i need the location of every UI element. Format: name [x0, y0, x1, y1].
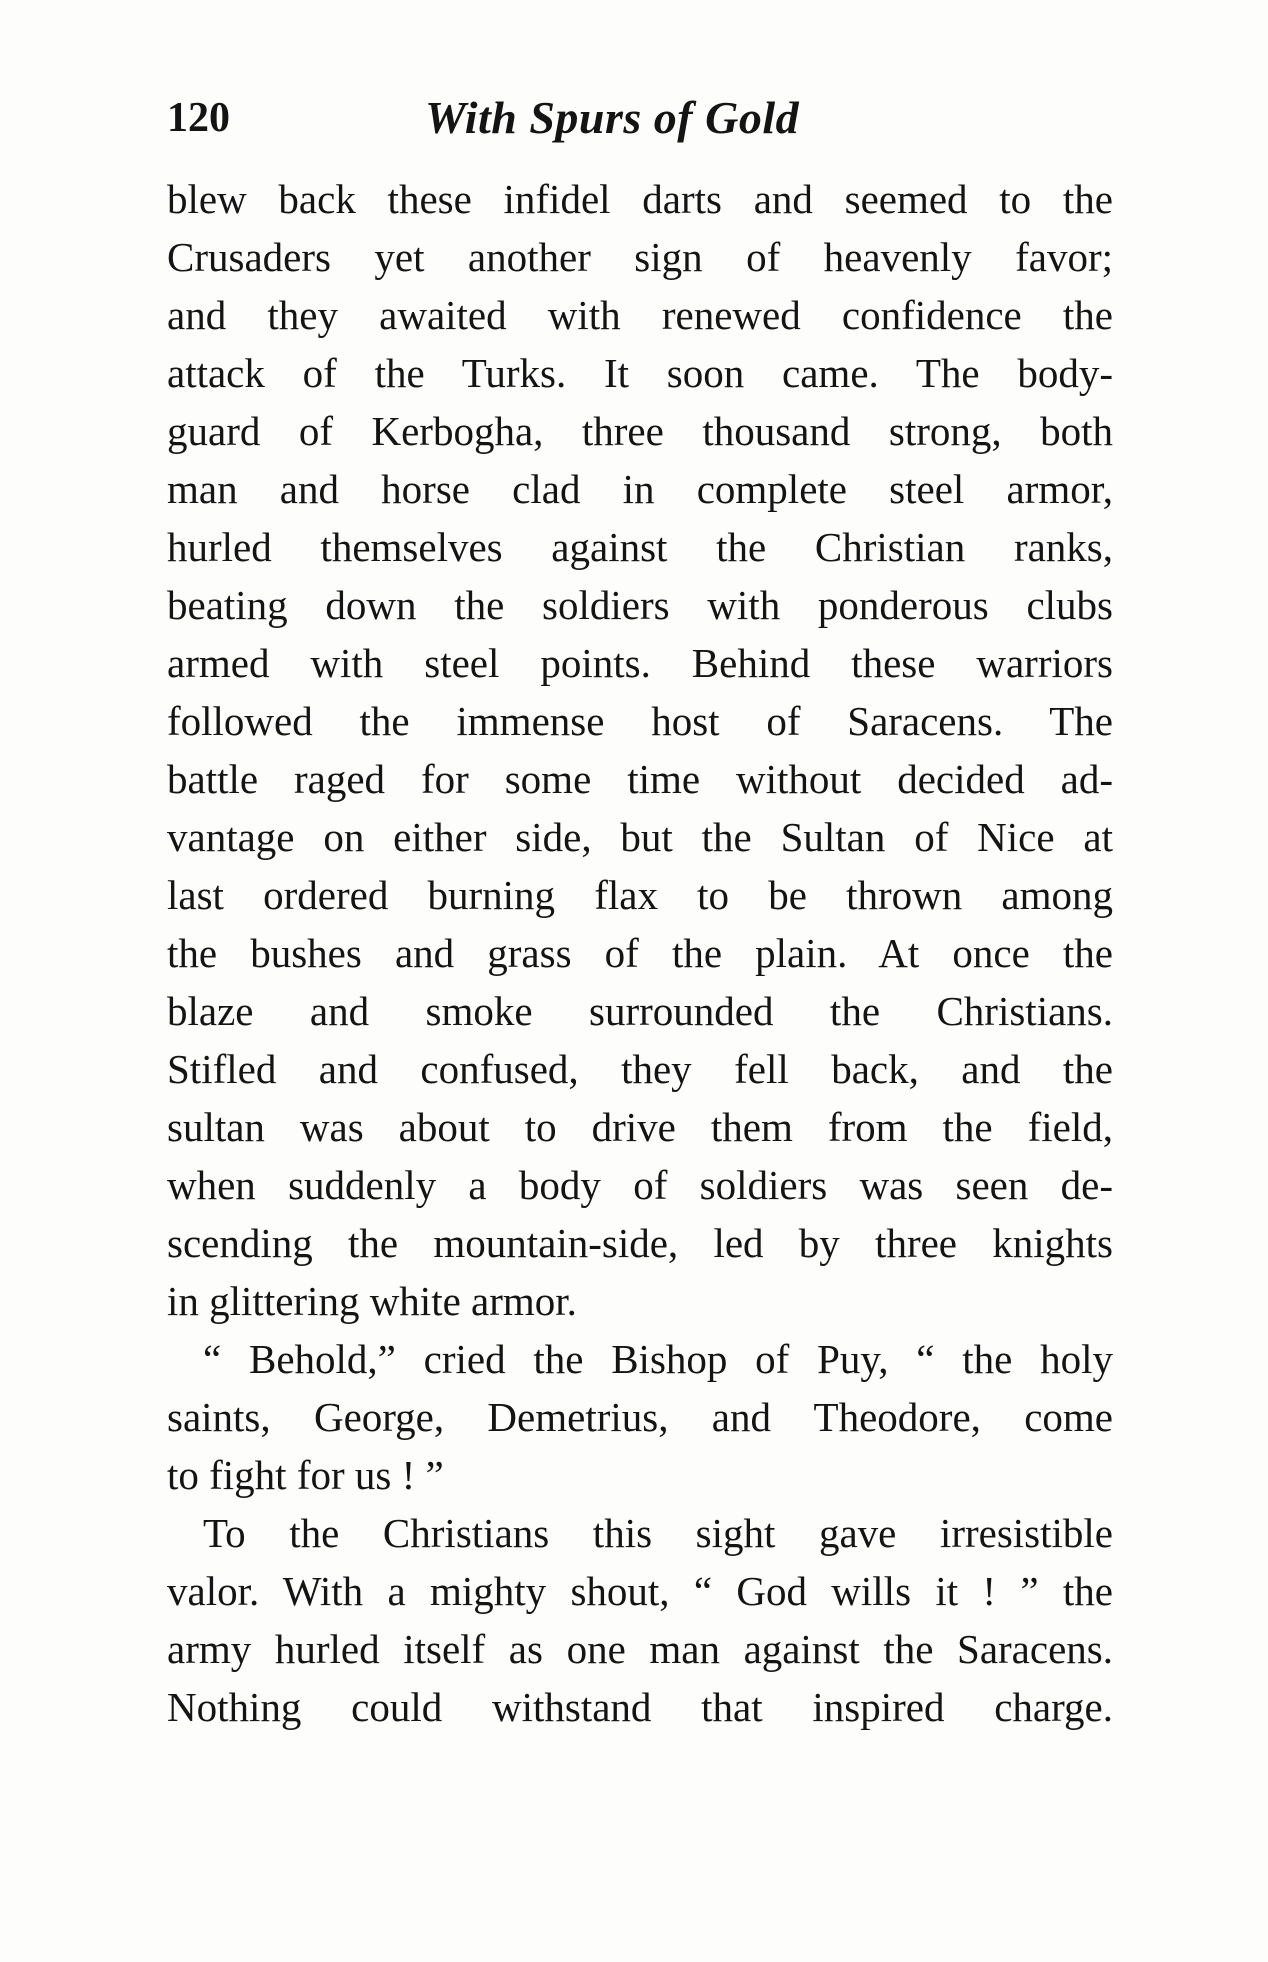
- text-line: vantage on either side, but the Sultan of Nice at: [167, 814, 1113, 860]
- text-line: followed the immense host of Saracens. The: [167, 698, 1113, 744]
- text-line: “ Behold,” cried the Bishop of Puy, “ the holy: [203, 1336, 1113, 1382]
- text-line: Stifled and confused, they fell back, and the: [167, 1046, 1113, 1092]
- text-line: Nothing could withstand that inspired charge.: [167, 1684, 1113, 1730]
- text-line: armed with steel points. Behind these warriors: [167, 640, 1113, 686]
- text-line: army hurled itself as one man against the Saracens.: [167, 1626, 1113, 1672]
- text-line: to fight for us ! ”: [167, 1452, 444, 1498]
- text-line: sultan was about to drive them from the field,: [167, 1104, 1113, 1150]
- text-line: attack of the Turks. It soon came. The body-: [167, 350, 1113, 396]
- text-line: the bushes and grass of the plain. At once the: [167, 930, 1113, 976]
- text-line: blaze and smoke surrounded the Christians.: [167, 988, 1113, 1034]
- text-line: guard of Kerbogha, three thousand strong, both: [167, 408, 1113, 454]
- page-number: 120: [167, 95, 230, 141]
- text-line: scending the mountain-side, led by three knights: [167, 1220, 1113, 1266]
- text-line: and they awaited with renewed confidence the: [167, 292, 1113, 338]
- text-line: hurled themselves against the Christian ranks,: [167, 524, 1113, 570]
- text-line: saints, George, Demetrius, and Theodore, come: [167, 1394, 1113, 1440]
- text-line: Crusaders yet another sign of heavenly favor;: [167, 234, 1113, 280]
- text-line: blew back these infidel darts and seemed to the: [167, 176, 1113, 222]
- body-text: [167, 170, 1113, 1736]
- running-title: With Spurs of Gold: [425, 92, 800, 143]
- text-line: last ordered burning flax to be thrown among: [167, 872, 1113, 918]
- text-line: valor. With a mighty shout, “ God wills it ! ” the: [167, 1568, 1113, 1614]
- text-line: when suddenly a body of soldiers was seen de-: [167, 1162, 1113, 1208]
- text-line: in glittering white armor.: [167, 1278, 577, 1324]
- page-header: [167, 88, 1112, 148]
- text-line: beating down the soldiers with ponderous clubs: [167, 582, 1113, 628]
- text-line: battle raged for some time without decided ad-: [167, 756, 1113, 802]
- text-line: To the Christians this sight gave irresistible: [203, 1510, 1113, 1556]
- text-line: man and horse clad in complete steel armor,: [167, 466, 1113, 512]
